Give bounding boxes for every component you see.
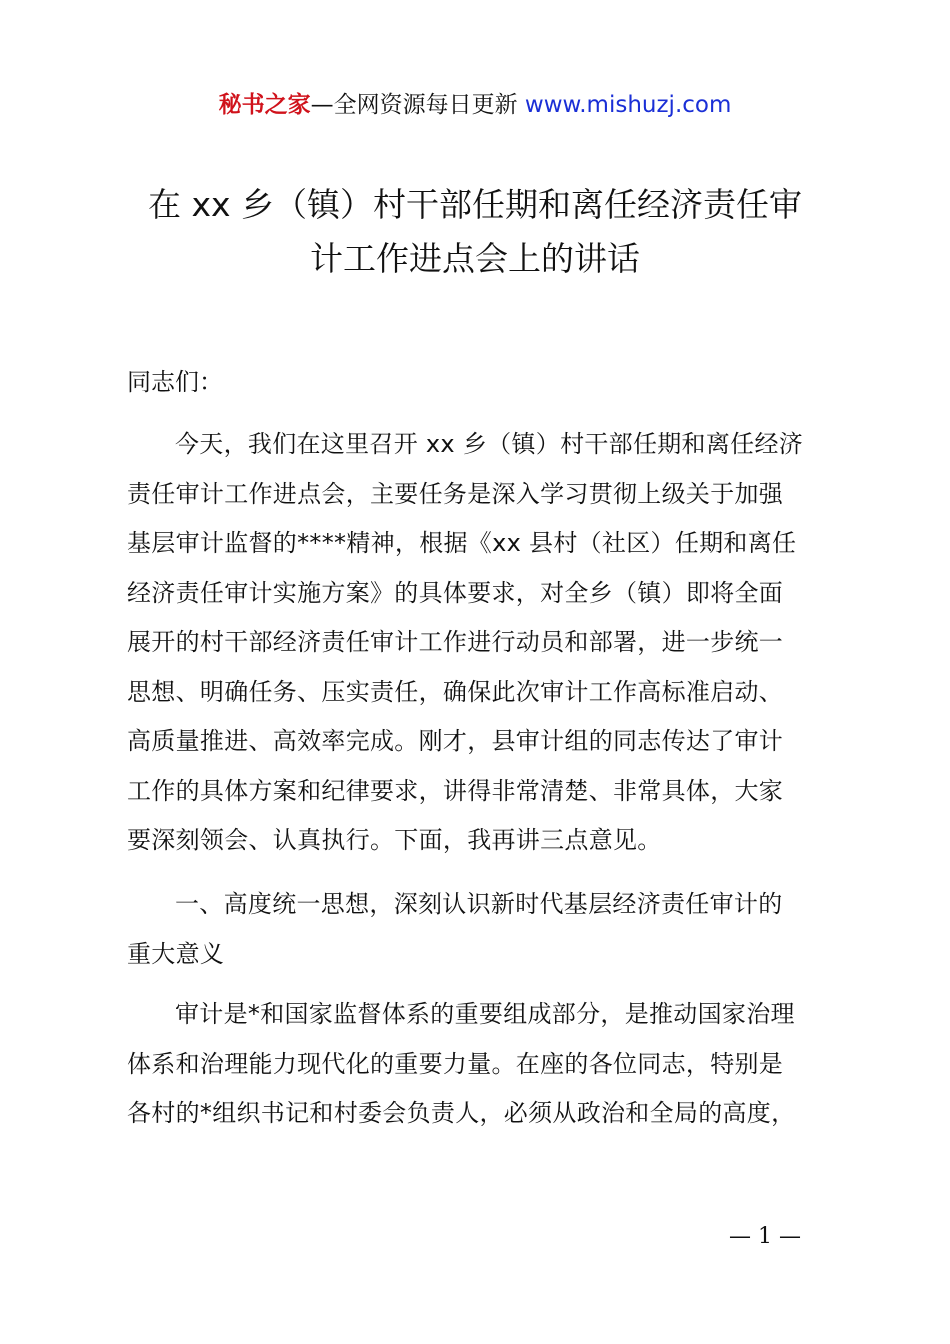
paragraph-line: 今天，我们在这里召开 xx 乡（镇）村干部任期和离任经济 (175, 430, 804, 458)
page-number: — 1 — (729, 1224, 801, 1249)
paragraph-line: 思想、明确任务、压实责任，确保此次审计工作高标准启动、 (127, 677, 784, 706)
site-header (0, 88, 950, 122)
paragraph-line: 要深刻领会、认真执行。下面，我再讲三点意见。 (127, 826, 662, 854)
paragraph-line: 经济责任审计实施方案》的具体要求，对全乡（镇）即将全面 (127, 578, 784, 607)
heading-line: 重大意义 (127, 939, 225, 968)
paragraph-audit (127, 990, 837, 1139)
paragraph-line: 各村的*组织书记和村委会负责人，必须从政治和全局的高度， (127, 1099, 796, 1127)
paragraph-line: 审计是*和国家监督体系的重要组成部分，是推动国家治理 (175, 1000, 795, 1028)
paragraph-line: 高质量推进、高效率完成。刚才，县审计组的同志传达了审计 (127, 727, 784, 755)
section-heading-1 (127, 880, 837, 979)
paragraph-line: 责任审计工作进点会，主要任务是深入学习贯彻上级关于加强 (127, 479, 784, 508)
paragraph-intro (127, 420, 837, 866)
title-line-1: 在 xx 乡（镇）村干部任期和离任经济责任审 (147, 185, 803, 224)
site-url-link[interactable]: www.mishuzj.com (524, 92, 732, 118)
paragraph-line: 展开的村干部经济责任审计工作进行动员和部署，进一步统一 (127, 628, 784, 656)
title-line-2: 计工作进点会上的讲话 (310, 239, 640, 278)
site-name: 秘书之家 (218, 92, 311, 118)
document-title (110, 178, 840, 286)
paragraph-line: 工作的具体方案和纪律要求，讲得非常清楚、非常具体，大家 (127, 776, 784, 805)
paragraph-line: 体系和治理能力现代化的重要力量。在座的各位同志，特别是 (127, 1049, 784, 1078)
paragraph-line: 基层审计监督的****精神，根据《xx 县村（社区）任期和离任 (127, 529, 797, 557)
salutation: 同志们： (127, 368, 223, 396)
heading-line: 一、高度统一思想，深刻认识新时代基层经济责任审计的 (175, 890, 783, 918)
site-tagline: —全网资源每日更新 (310, 92, 518, 118)
